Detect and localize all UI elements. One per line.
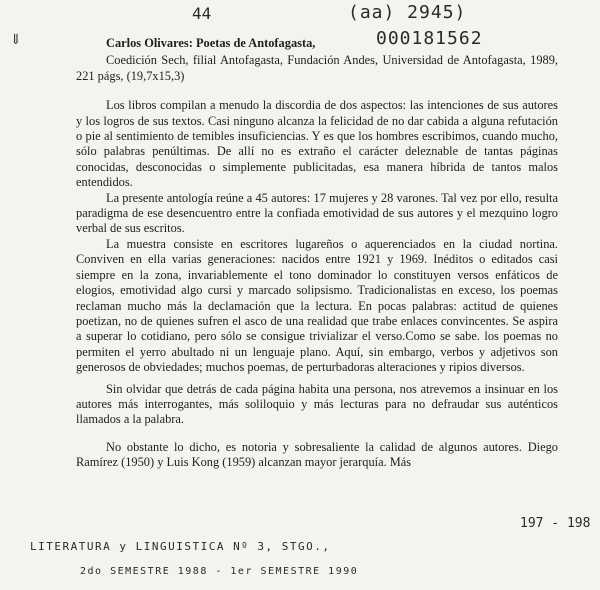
handwritten-catalog-number: 44 xyxy=(192,4,212,23)
margin-arrow-icon: ⇓ xyxy=(10,33,22,48)
paragraph: Sin olvidar que detrás de cada página habita una persona, nos atrevemos a insinuar en los autores más interrogantes, más soliloquio y más lecturas para no defraudar sus auténticos llamados a la palabra. xyxy=(76,381,558,427)
paragraph: Los libros compilan a menudo la discordia de dos aspectos: las intenciones de sus autores y los logros de sus textos. Casi ninguno alcanza la felicidad de no dar cabida a alguna refutación o pie al sentimiento de temibles insuficiencias. Y es que los hombres escribimos, cuando mucho, sólo palabras penúltimas. De allí no es extraño el carácter deleznable de tantas páginas conocidas, desconocidas o simplemente publicitadas, esa manera híbrida de tantos malos entendidos. xyxy=(76,98,558,190)
paragraph: La muestra consiste en escritores lugareños o aquerenciados en la ciudad nortina. Conviven en ella varias generaciones: nacidos entre 1921 y 1969. Inéditos o editados casi siempre en la zona, invariablemente el tono dominador lo constituyen versos enfáticos de elogios, emotividad algo cursi y marcado solipsismo. Tradicionalistas en exceso, los poemas reclaman mucho más la declamación que la lectura. En pocas palabras: actitud de quienes poetizan, no de quienes sufren el asco de una realidad que trabe enlaces convincentes. Se aspira a superar lo cotidiano, pero sólo se consigue trivializar el verso.Como se sabe. los poemas no permiten el yerro abultado ni un lenguaje plano. Aquí, sin embargo, verbos y adjetivos son generosos de obviedades; muchos poemas, de perturbadoras alteraciones y ripios diversos. xyxy=(76,236,558,375)
book-title: Poetas de Antofagasta, xyxy=(195,36,316,50)
review-author: Carlos Olivares: xyxy=(106,36,193,50)
handwritten-source-line2: 2do SEMESTRE 1988 - 1er SEMESTRE 1990 xyxy=(80,566,359,577)
review-header xyxy=(76,36,558,84)
handwritten-code-bottom: 000181562 xyxy=(376,28,483,49)
publication-info: Coedición Sech, filial Antofagasta, Fundación Andes, Universidad de Antofagasta, 1989, 221 págs, (19,7x15,3) xyxy=(76,53,558,83)
handwritten-code-top: (aa) 2945) xyxy=(348,2,467,23)
handwritten-source-line1: LITERATURA y LINGUISTICA Nº 3, STGO., xyxy=(30,540,331,553)
paragraph: La presente antología reúne a 45 autores: 17 mujeres y 28 varones. Tal vez por ello, resulta paradigma de ese desencuentro entre la confiada emotividad de sus autores y el mezquino logro verbal de sus escritos. xyxy=(76,190,558,236)
handwritten-page-range: 197 - 198 xyxy=(520,516,591,531)
paragraph: No obstante lo dicho, es notoria y sobresaliente la calidad de algunos autores. Diego Ramírez (1950) y Luis Kong (1959) alcanzan mayor jerarquía. Más xyxy=(76,439,558,470)
review-text xyxy=(76,26,558,471)
